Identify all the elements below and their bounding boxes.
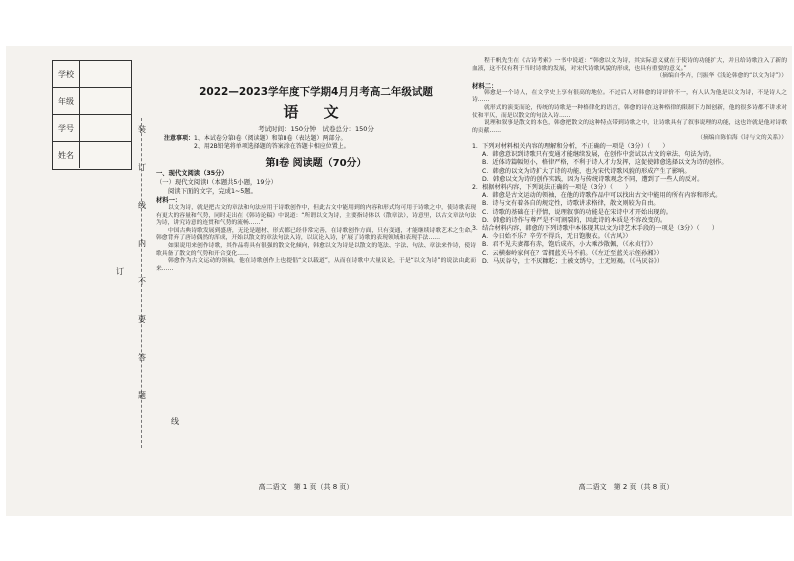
question-2-option: C．诗歌的基础在于抒情，说理叙事的功能是在宋诗中才开始出现的。: [482, 208, 672, 216]
material1-source: （摘编自李卉，闫振华《浅论韩愈的“以文为诗”》）: [656, 73, 787, 80]
question-2-option: D．韩愈的诗作与尊严是不可割裂的，因此诗的本质是不容改变的。: [482, 216, 667, 224]
question-1-option: B．近体诗篇幅短小，格律严格，不利于诗人才力发挥，这促使韩愈选择以文为诗的创作。: [482, 159, 728, 167]
material2-paragraph: 韩愈是一个诗人，在文学史上享有很高的地位。不过后人对韩愈的诗评价不一，有人认为他是以文为诗，不是诗人之诗……: [472, 89, 787, 104]
question-1-option: C．韩愈的以文为诗扩大了诗的功能，也为宋代诗歌风貌的形成产生了影响。: [482, 167, 691, 175]
question-3-option: B．君不见夫妻都有赤，饱后成亦，小大乘沙散佩，（《永贞行》）: [482, 241, 657, 249]
material1-conclusion: 程千帆先生在《古诗考索》一书中说道：“韩愈以文为诗，其实际意义就在于使诗的功能扩大，并且给诗歌注入了新的血液，这不仅有利于当时诗歌的发展，对宋代诗歌风貌的形成，也具有重要的意义。”: [472, 58, 787, 72]
material1-paragraph: 以文为诗，就是把古文的章法和句法应用于诗歌创作中，但此古文中能用到的内容和形式均可用于诗歌之中，使诗歌表现有更大的容量和气势，同时走出在《韩诗论稿》中说道：“所谓以文为诗，主要指诗体以（散章法），诗意里，以古文章法句法为诗，讲究诗意的连贯和气势的流畅……”: [156, 205, 476, 227]
exam-title: 2022—2023学年度下学期4月月考高二年级试题: [199, 86, 433, 98]
section-title: 一、现代文阅读（35分）: [156, 170, 228, 177]
material2-paragraph: 说理和叙事是散文的本色，韩愈把散文的这种特点带到诗歌之中，让诗歌具有了叙事说理的功能，这也许就是他对诗歌的贡献……: [472, 120, 787, 134]
question-1-stem: 1．下列对材料相关内容的理解和分析，不正确的一项是（3分）（ ）: [472, 142, 669, 150]
info-row-name: 姓名: [53, 142, 131, 168]
material1-paragraph: 韩愈作为古文运动的领袖，他在诗歌创作上也提倡“文以载道”，从而在诗歌中大量议论，于是“以文为诗”的说法由此而来……: [156, 258, 476, 272]
subject-title: 语 文: [283, 103, 349, 121]
exam-meta: 考试时间：150分钟 试卷总分：150分: [258, 125, 374, 133]
material1-label: 材料一：: [156, 197, 182, 204]
instruction: 阅读下面的文字，完成1~5题。: [168, 188, 257, 195]
question-3-option: A．今日始不乐？辛劳不得兵，无日饱腹衣。（《古风》）: [482, 233, 632, 241]
question-1-option: D．韩愈以文为诗的创作实践，因为与传统诗歌观念不同，遭到了一些人的反对。: [482, 175, 704, 183]
material2-source: （摘编自陈伯海《诗与文的关系》）: [697, 135, 787, 142]
left-page: [156, 84, 476, 273]
subsection-title: （一）现代文阅读Ⅰ（本题共5小题，19分）: [156, 179, 277, 186]
seal-warning: 装 订 线 内 不 要 答 题: [138, 125, 146, 400]
part1-title: 第Ⅰ卷 阅读题（70分）: [265, 158, 367, 169]
student-info-box: [52, 60, 132, 170]
question-2-option: B．诗与文有着各自的规定性，诗歌讲求格律，散文则较为自由。: [482, 200, 660, 208]
question-3-option: C．云横秦岭家何在？雪拥蓝关马不前。（《左迁至蓝关示侄孙湘》）: [482, 249, 663, 257]
seal-side-ding: 订: [116, 267, 124, 276]
question-3-stem: 3．结合材料内容，韩愈的下列诗歌中本体现其以文为诗艺术手段的一项是（3分）（ ）: [472, 224, 719, 232]
material2-label: 材料二：: [472, 81, 498, 90]
page-number-right: 高二语文 第 2 页（共 8 页）: [578, 483, 674, 491]
exam-notes: 注意事项：1、本试卷分第Ⅰ卷（阅读题）和第Ⅱ卷（表达题）两部分。 2、用2B铅笔将单项选择题的答案涂在答题卡相应位置上。: [164, 135, 350, 150]
info-row-school: 学校: [53, 61, 131, 88]
right-page: [472, 58, 787, 266]
question-3-option: D．马厌谷兮，士不厌糠籺；土被文绣兮，士无短褐。（《马厌谷》）: [482, 257, 664, 265]
material2-paragraph: 就形式的演变而论，传统的诗歌是一种格律化的语言，韩愈的诗在这种格律的限制下力图创新，他的很多诗都不讲求对仗和平仄，而是以散文的句法入诗……: [472, 104, 787, 119]
seal-side-xian: 线: [171, 417, 179, 426]
info-row-number: 学号: [53, 115, 131, 142]
material1-paragraph: 如果说用来创作诗歌，其作品将具有很强的散文化倾向，韩愈以文为诗是以散文的笔法、字法、句法、章法来作诗，使诗歌具备了散文的气势和开合变化……: [156, 242, 476, 257]
info-row-grade: 年级: [53, 88, 131, 115]
question-1-option: A．韩愈意识到诗歌只有变通才能继续发展，在创作中尝试以古文的章法、句法为诗。: [482, 151, 716, 159]
page-number-left: 高二语文 第 1 页（共 8 页）: [258, 483, 354, 491]
question-2-option: A．韩愈是古文运动的领袖，在他的诗歌作品中可以找出古文中能用的所有内容和形式。: [482, 192, 722, 200]
question-2-stem: 2．根据材料内容，下列说法正确的一项是（3分）（ ）: [472, 183, 632, 191]
exam-sheet: [6, 46, 792, 516]
material1-paragraph: 中国古典诗歌发展到盛唐，无论是题材、形式都已经非常完善，在诗歌创作方面，只有变通，才能继续诗歌艺术之生命。韩愈背弃了唐诗偶然的浑成，开始以散文的章法句法入诗，以议论入诗，扩展了诗歌的表现领域和表现手法……: [156, 227, 476, 242]
